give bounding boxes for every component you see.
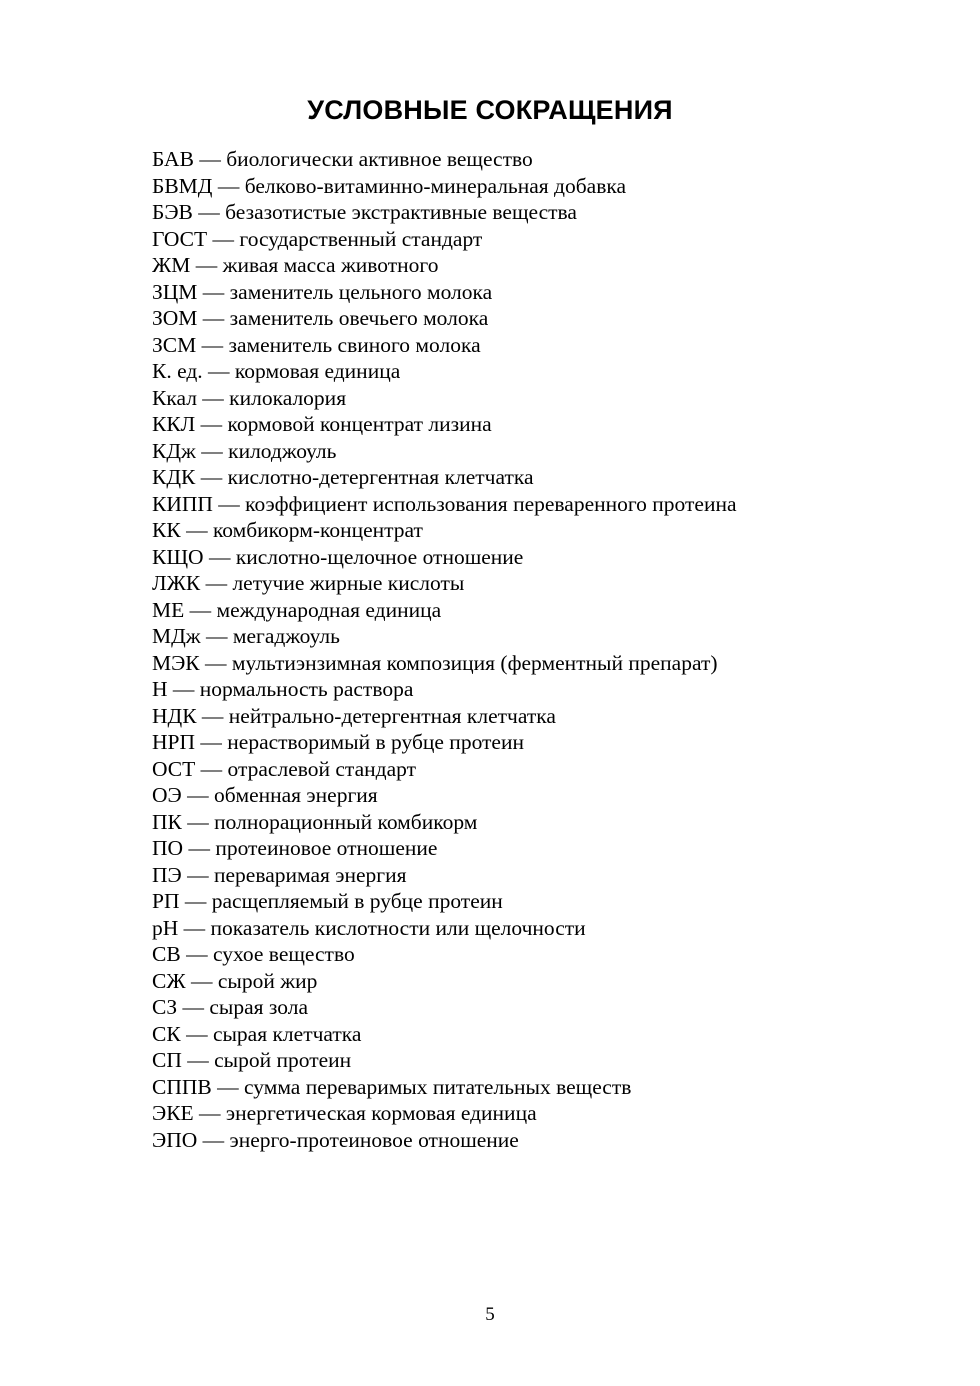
abbreviation-entry [152,332,737,359]
abbreviation-term: ОЭ [152,783,182,807]
abbreviation-entry [152,173,737,200]
abbreviation-meaning: коэффициент использования переваренного протеина [245,491,737,516]
abbreviation-meaning: кормовая единица [234,359,401,383]
abbreviation-term: БАВ [152,147,194,171]
abbreviation-separator: — [181,1048,215,1072]
abbreviation-separator: — [185,968,218,993]
abbreviation-separator: — [180,1021,213,1046]
abbreviation-entry [152,703,737,730]
abbreviation-meaning: полнорационный комбикорм [214,809,478,834]
abbreviation-separator: — [197,1127,230,1152]
abbreviation-separator: — [197,279,230,304]
abbreviation-entry [152,358,737,385]
abbreviation-entry [152,782,737,809]
abbreviation-term: СК [152,1021,181,1046]
abbreviation-entry [152,411,737,438]
abbreviation-term: ЗЦМ [152,279,198,304]
abbreviation-separator: — [200,571,233,595]
abbreviation-separator: — [184,597,217,622]
abbreviation-separator: — [192,200,226,224]
abbreviation-term: ЭКЕ [152,1101,194,1125]
abbreviation-meaning: килокалория [229,385,347,410]
abbreviation-separator: — [181,862,214,887]
abbreviation-meaning: отраслевой стандарт [227,756,416,781]
abbreviation-meaning: белково-витаминно-минеральная добавка [244,173,627,198]
abbreviation-entry [152,438,737,465]
abbreviation-entry [152,915,737,942]
abbreviation-meaning: сырой протеин [214,1048,352,1072]
abbreviation-meaning: нерастворимый в рубце протеин [227,730,524,754]
abbreviation-meaning: нормальность раствора [199,677,414,701]
abbreviation-entry [152,756,737,783]
abbreviation-meaning: заменитель овечьего молока [229,306,489,330]
abbreviation-entry [152,226,737,253]
abbreviation-separator: — [197,306,230,330]
abbreviation-term: ОСТ [152,756,196,781]
abbreviation-entry [152,809,737,836]
abbreviation-term: КДж [152,438,196,463]
abbreviation-term: К. ед. [152,359,203,383]
abbreviation-term: ЖМ [152,253,191,277]
abbreviation-separator: — [211,1074,244,1099]
abbreviation-term: МЭК [152,650,200,675]
abbreviation-separator: — [195,465,228,489]
abbreviation-entry [152,385,737,412]
abbreviation-term: ЗОМ [152,306,198,330]
abbreviation-term: НРП [152,730,196,754]
abbreviation-meaning: биологически активное вещество [226,147,533,171]
abbreviation-entry [152,623,737,650]
abbreviation-term: КК [152,518,181,542]
abbreviation-term: ГОСТ [152,226,208,251]
abbreviation-meaning: кислотно-детергентная клетчатка [227,465,534,489]
abbreviation-entry [152,941,737,968]
abbreviation-entry [152,994,737,1021]
abbreviation-separator: — [200,624,233,648]
abbreviation-term: Н [152,677,168,701]
abbreviation-meaning: энерго-протеиновое отношение [229,1127,519,1152]
abbreviation-meaning: сумма переваримых питательных веществ [243,1074,632,1099]
abbreviation-meaning: летучие жирные кислоты [232,571,465,595]
abbreviation-term: БВМД [152,173,213,198]
abbreviation-entry [152,1047,737,1074]
abbreviation-separator: — [196,703,229,728]
abbreviation-meaning: нейтрально-детергентная клетчатка [228,703,556,728]
abbreviation-meaning: килоджоуль [228,438,337,463]
abbreviation-entry [152,1100,737,1127]
abbreviation-separator: — [181,809,215,834]
abbreviation-entry [152,1074,737,1101]
abbreviation-meaning: переваримая энергия [213,862,407,887]
abbreviation-term: СЖ [152,968,186,993]
abbreviation-entry [152,146,737,173]
abbreviation-separator: — [193,147,227,171]
abbreviation-meaning: мегаджоуль [232,624,340,648]
abbreviation-separator: — [207,226,240,251]
abbreviation-entry [152,491,737,518]
abbreviation-meaning: сухое вещество [212,942,355,966]
abbreviation-term: СППВ [152,1074,212,1099]
abbreviation-separator: — [195,412,228,436]
abbreviation-meaning: государственный стандарт [239,226,483,251]
abbreviation-separator: — [202,359,235,383]
abbreviation-meaning: безазотистые экстрактивные вещества [225,200,577,224]
abbreviation-entry [152,252,737,279]
abbreviation-separator: — [180,942,213,966]
abbreviation-separator: — [167,677,200,701]
abbreviation-term: БЭВ [152,200,193,224]
page-number: 5 [485,1304,495,1325]
abbreviation-term: ККЛ [152,412,196,436]
abbreviation-entry [152,729,737,756]
abbreviation-meaning: сырой жир [217,968,318,993]
abbreviation-entry [152,544,737,571]
abbreviation-meaning: кислотно-щелочное отношение [235,544,524,569]
abbreviation-entry [152,1127,737,1154]
abbreviation-separator: — [199,650,232,675]
abbreviation-meaning: заменитель цельного молока [229,279,493,304]
abbreviation-meaning: протеиновое отношение [215,836,438,860]
abbreviation-list [152,146,737,1153]
abbreviation-separator: — [181,783,214,807]
abbreviation-separator: — [183,836,216,860]
abbreviation-separator: — [212,491,246,516]
abbreviation-meaning: обменная энергия [213,783,378,807]
abbreviation-term: СВ [152,942,181,966]
abbreviation-meaning: показатель кислотности или щелочности [210,915,586,940]
abbreviation-separator: — [212,173,245,198]
abbreviation-separator: — [196,385,230,410]
abbreviation-term: КЩО [152,544,204,569]
abbreviation-separator: — [203,544,236,569]
abbreviation-term: ПК [152,809,182,834]
abbreviation-separator: — [178,915,211,940]
abbreviation-term: МЕ [152,597,185,622]
abbreviation-term: КДК [152,465,196,489]
abbreviation-entry [152,570,737,597]
abbreviation-separator: — [196,332,229,357]
abbreviation-term: РП [152,889,180,913]
abbreviation-separator: — [180,518,213,542]
abbreviation-meaning: комбикорм-концентрат [212,518,423,542]
abbreviation-entry [152,968,737,995]
abbreviation-term: КИПП [152,491,213,516]
abbreviation-term: рН [152,915,179,940]
abbreviation-meaning: энергетическая кормовая единица [225,1101,537,1125]
abbreviation-meaning: кормовой концентрат лизина [227,412,492,436]
abbreviation-meaning: мультиэнзимная композиция (ферментный препарат) [231,650,718,675]
abbreviation-entry [152,676,737,703]
abbreviation-entry [152,835,737,862]
abbreviation-term: ПО [152,836,184,860]
abbreviation-meaning: расщепляемый в рубце протеин [211,889,503,913]
abbreviation-entry [152,888,737,915]
abbreviation-entry [152,305,737,332]
abbreviation-term: ПЭ [152,862,182,887]
abbreviation-separator: — [195,438,229,463]
abbreviation-separator: — [195,730,228,754]
abbreviation-separator: — [177,995,210,1019]
abbreviation-entry [152,517,737,544]
abbreviation-meaning: сырая зола [209,995,309,1019]
abbreviation-separator: — [193,1101,226,1125]
abbreviation-entry [152,862,737,889]
abbreviation-entry [152,1021,737,1048]
abbreviation-entry [152,597,737,624]
abbreviation-meaning: заменитель свиного молока [228,332,481,357]
abbreviation-meaning: сырая клетчатка [212,1021,362,1046]
abbreviation-term: ЛЖК [152,571,201,595]
abbreviation-term: СЗ [152,995,178,1019]
abbreviation-entry [152,650,737,677]
abbreviation-meaning: международная единица [216,597,442,622]
abbreviation-term: НДК [152,703,197,728]
abbreviation-term: ЗСМ [152,332,197,357]
abbreviation-entry [152,464,737,491]
abbreviation-separator: — [190,253,223,277]
abbreviation-term: ЭПО [152,1127,198,1152]
abbreviation-term: Ккал [152,385,197,410]
page-title: УСЛОВНЫЕ СОКРАЩЕНИЯ [307,95,673,125]
abbreviation-term: МДж [152,624,201,648]
abbreviation-entry [152,279,737,306]
abbreviation-separator: — [195,756,228,781]
abbreviation-separator: — [179,889,212,913]
abbreviation-meaning: живая масса животного [222,253,439,277]
abbreviation-term: СП [152,1048,182,1072]
abbreviation-entry [152,199,737,226]
